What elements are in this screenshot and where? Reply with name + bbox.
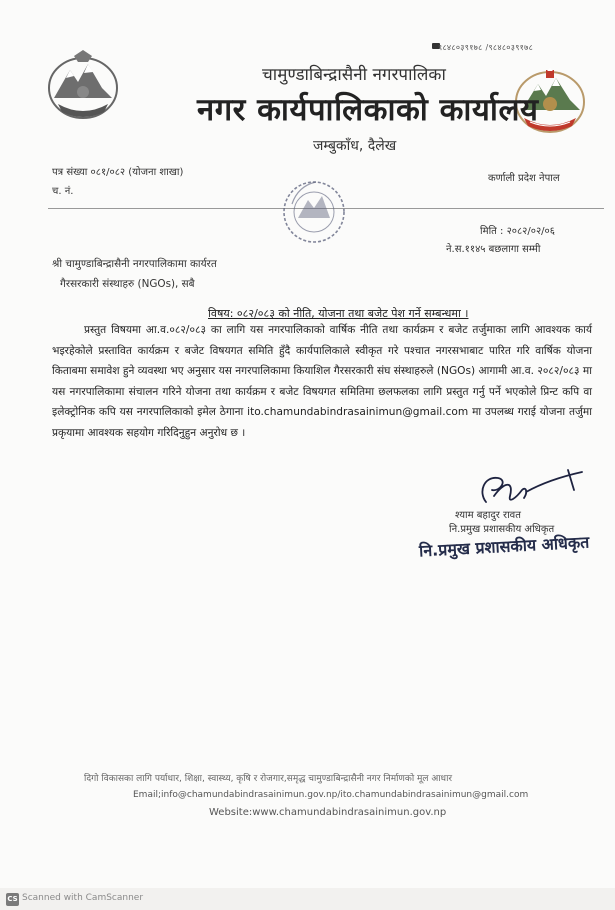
nepal-emblem-left — [44, 48, 122, 124]
recipient-line-2: गैरसरकारी संस्थाहरु (NGOs), सबै — [60, 278, 195, 290]
footer-website: Website:www.chamundabindrasainimun.gov.np — [209, 807, 447, 818]
nepal-sambat-note: ने.स.११४५ बछलागा सम्मी — [446, 244, 541, 255]
phone-number: ९८४८०३९१७८ /९८४८०३९१७८ — [438, 43, 534, 52]
letter-number: पत्र संख्या ०८१/०८२ (योजना शाखा) — [52, 167, 184, 178]
scanner-watermark: Scanned with CamScanner — [22, 893, 144, 903]
signatory-designation: नि.प्रमुख प्रशासकीय अधिकृत — [449, 524, 555, 535]
office-seal-stamp — [278, 174, 350, 248]
camscanner-logo-icon: CS — [6, 893, 19, 906]
letter-body — [52, 320, 592, 443]
letter-date: मिति : २०८२/०२/०६ — [480, 226, 555, 237]
province-name: कर्णाली प्रदेश नेपाल — [488, 173, 560, 184]
designation-stamp: नि.प्रमुख प्रशासकीय अधिकृत — [418, 532, 590, 561]
recipient-line-1: श्री चामुण्डाबिन्द्रासैनी नगरपालिकामा कार्यरत — [52, 258, 217, 270]
dispatch-number: च. नं. — [52, 186, 74, 197]
footer-email: Email;info@chamundabindrasainimun.gov.np/ito.chamundabindrasainimun@gmail.com — [133, 790, 529, 800]
body-paragraph: प्रस्तुत विषयमा आ.व.०८२/०८३ का लागि यस नगरपालिकाको वार्षिक नीति तथा कार्यक्रम र बजेट तर्जुमाका लागि आवश्यक कार्य भइरहेकोले प्रस्तावित कार्यक्रम र बजेट विषयगत समिति हुँदै कार्यपालिकाले स्वीकृत गरे पश्चात नगरसभाबाट पारित गरि वार्षिक योजना किताबमा समावेश हुने व्यवस्था भए अनुसार यस नगरपालिकामा कियाशिल गैरसरकारी संघ संस्थाहरुले (NGOs) आगामी आ.व. २०८२/०८३ मा यस नगरपालिकामा संचालन गरिने योजना तथा कार्यक्रम र बजेट विषयगत समितिमा छलफलका लागि प्रस्तुत गर्नु पर्ने भएकोले प्रिन्ट कपि वा इलेक्ट्रोनिक कपि यस नगरपालिकाको इमेल ठेगाना ito.chamundabindrasainimun@gmail.com मा उपलब्ध गराई योजना तर्जुमा प्रकृयामा आवश्यक सहयोग गरिदिनुहुन अनुरोध छ । — [52, 324, 592, 439]
letter-subject: विषय: ०८२/०८३ को नीति, योजना तथा बजेट पेश गर्ने सम्बन्धमा । — [208, 307, 469, 320]
office-title: नगर कार्यपालिकाको कार्यालय — [197, 92, 539, 128]
municipality-name: चामुण्डाबिन्द्रासैनी नगरपालिका — [262, 65, 446, 85]
footer-motto: दिगो विकासका लागि पर्याधार, शिक्षा, स्वास्थ्य, कृषि र रोजगार,समृद्ध चामुण्डाबिन्द्रासैनी नगर निर्माणको मूल आधार — [84, 774, 453, 784]
signatory-name: श्याम बहादुर रावत — [455, 510, 521, 521]
office-address: जम्बुकाँध, दैलेख — [313, 138, 397, 154]
